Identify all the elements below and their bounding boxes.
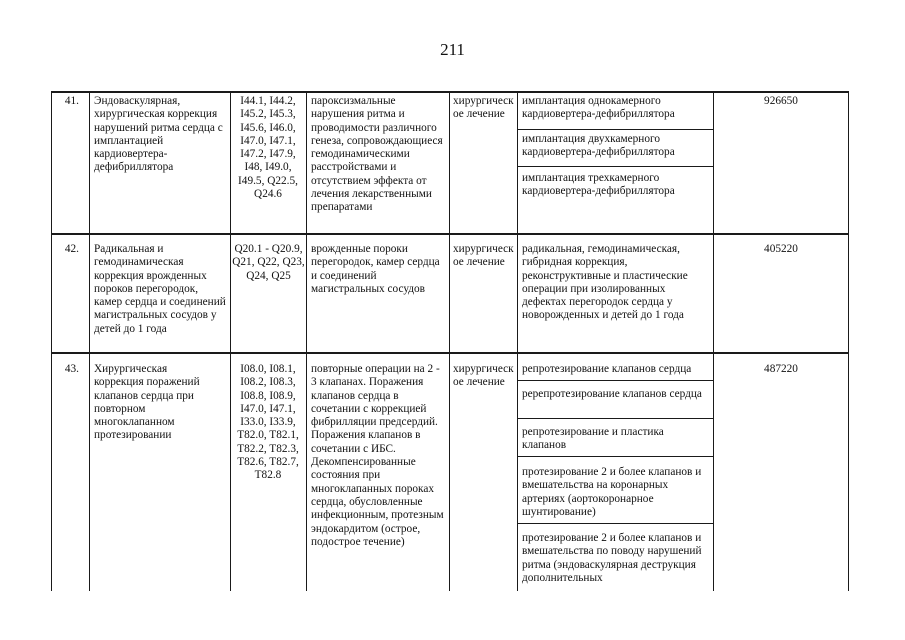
procedure-name: Радикальная и гемодинамическая коррекция врожденных пороков перегородок, камер сердца и соединений магистральных сосудов у детей до 1 года [94, 243, 226, 335]
column-border [51, 91, 52, 591]
treatment-type: хирургическое лечение [453, 243, 514, 269]
column-border [230, 91, 231, 591]
cost: 487220 [764, 363, 798, 375]
column-border [713, 91, 714, 591]
row-number: 41. [64, 95, 79, 107]
method-border [517, 129, 713, 130]
method: репротезирование и пластика клапанов [522, 426, 664, 452]
column-border [306, 91, 307, 591]
condition-description: пароксизмальные нарушения ритма и проводимости различного генеза, сопровождающиеся гемодинамическими расстройствами и отсутствием эффекта от лечения лекарственными препаратами [311, 95, 443, 214]
method: протезирование 2 и более клапанов и вмешательства по поводу нарушений ритма (эндоваскулярная деструкция дополнительных [522, 532, 702, 584]
method-border [517, 456, 713, 457]
method: ререпротезирование клапанов сердца [522, 388, 702, 400]
column-border [449, 91, 450, 591]
procedure-name: Хирургическая коррекция поражений клапанов сердца при повторном многоклапанном протезировании [94, 363, 200, 442]
column-border [848, 91, 849, 591]
method: протезирование 2 и более клапанов и вмешательства на коронарных артериях (аортокоронарное шунтирование) [522, 466, 702, 518]
method: репротезирование клапанов сердца [522, 363, 692, 375]
method: имплантация двухкамерного кардиовертера-дефибриллятора [522, 133, 675, 159]
procedure-name: Эндоваскулярная, хирургическая коррекция нарушений ритма сердца с имплантацией кардиовертера-дефибриллятора [94, 95, 223, 174]
method-border [517, 418, 713, 419]
method: имплантация трехкамерного кардиовертера-дефибриллятора [522, 172, 675, 198]
column-border [89, 91, 90, 591]
condition-description: повторные операции на 2 - 3 клапанах. Поражения клапанов сердца в сочетании с коррекцией фибрилляции предсердий. Поражения клапанов в сочетании с ИБС. Декомпенсированные состояния при многоклапанных пороках сердца, обусловленные инфекционным, протезным эндокардитом (острое, подострое течение) [311, 363, 444, 548]
row-number: 42. [64, 243, 79, 255]
row-number: 43. [64, 363, 79, 375]
method-border [517, 166, 713, 167]
method: радикальная, гемодинамическая, гибридная коррекция, реконструктивные и пластические операции при изолированных дефектах перегородок сердца у новорожденных и детей до 1 года [522, 243, 688, 322]
diagnosis-codes: I44.1, I44.2, I45.2, I45.3, I45.6, I46.0, I47.0, I47.1, I47.2, I47.9, I48, I49.0, I49.5, Q22.5, Q24.6 [238, 95, 298, 201]
treatment-type: хирургическое лечение [453, 363, 514, 389]
condition-description: врожденные пороки перегородок, камер сердца и соединений магистральных сосудов [311, 243, 440, 295]
diagnosis-codes: I08.0, I08.1, I08.2, I08.3, I08.8, I08.9, I47.0, I47.1, I33.0, I33.9, T82.0, T82.1, T82.2, T82.3, T82.6, T82.7, T82.8 [237, 363, 299, 482]
page-number: 211 [440, 40, 465, 59]
cost: 926650 [764, 95, 798, 107]
method-border [517, 523, 713, 524]
treatment-type: хирургическое лечение [453, 95, 514, 121]
cost: 405220 [764, 243, 798, 255]
method-border [517, 380, 713, 381]
diagnosis-codes: Q20.1 - Q20.9, Q21, Q22, Q23, Q24, Q25 [232, 243, 305, 282]
method: имплантация однокамерного кардиовертера-дефибриллятора [522, 95, 675, 121]
